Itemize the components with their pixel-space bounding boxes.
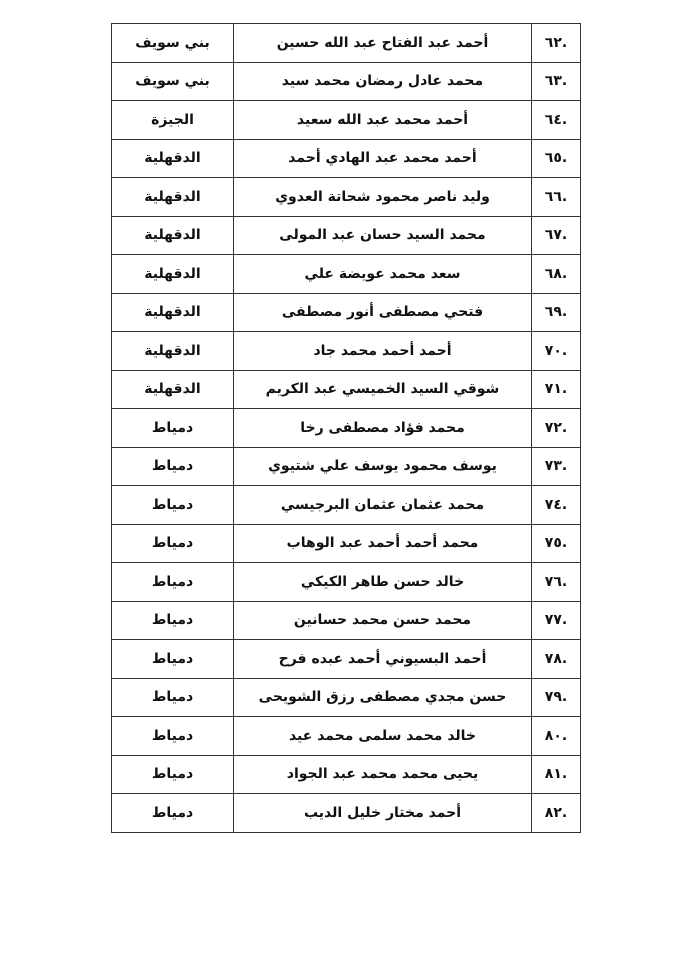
row-number-cell: .٧٨ xyxy=(532,640,581,679)
person-name-cell: أحمد محمد عبد الله سعيد xyxy=(234,101,532,140)
person-name-cell: فتحي مصطفى أنور مصطفى xyxy=(234,293,532,332)
governorate-cell: الدقهلية xyxy=(112,293,234,332)
table-row xyxy=(112,62,581,101)
table-row xyxy=(112,486,581,525)
row-number-cell: .٦٣ xyxy=(532,62,581,101)
governorate-cell: دمياط xyxy=(112,717,234,756)
table-row xyxy=(112,370,581,409)
governorate-cell: دمياط xyxy=(112,601,234,640)
governorate-cell: الدقهلية xyxy=(112,139,234,178)
person-name-cell: وليد ناصر محمود شحاتة العدوي xyxy=(234,178,532,217)
document-page xyxy=(111,23,577,833)
person-name-cell: محمد السيد حسان عبد المولى xyxy=(234,216,532,255)
table-row xyxy=(112,24,581,63)
table-row xyxy=(112,563,581,602)
row-number-cell: .٧٩ xyxy=(532,678,581,717)
governorate-cell: دمياط xyxy=(112,678,234,717)
table-row xyxy=(112,139,581,178)
row-number-cell: .٧٤ xyxy=(532,486,581,525)
person-name-cell: أحمد محمد عبد الهادي أحمد xyxy=(234,139,532,178)
row-number-cell: .٨١ xyxy=(532,755,581,794)
table-row xyxy=(112,794,581,833)
governorate-cell: دمياط xyxy=(112,486,234,525)
row-number-cell: .٧٢ xyxy=(532,409,581,448)
governorate-cell: الدقهلية xyxy=(112,216,234,255)
table-row xyxy=(112,255,581,294)
row-number-cell: .٦٦ xyxy=(532,178,581,217)
table-row xyxy=(112,755,581,794)
row-number-cell: .٦٨ xyxy=(532,255,581,294)
governorate-cell: بني سويف xyxy=(112,24,234,63)
person-name-cell: سعد محمد عويضة علي xyxy=(234,255,532,294)
governorate-cell: الدقهلية xyxy=(112,255,234,294)
row-number-cell: .٧٦ xyxy=(532,563,581,602)
governorate-cell: بني سويف xyxy=(112,62,234,101)
row-number-cell: .٦٥ xyxy=(532,139,581,178)
governorate-cell: الدقهلية xyxy=(112,178,234,217)
person-name-cell: يحيى محمد محمد عبد الجواد xyxy=(234,755,532,794)
governorate-cell: دمياط xyxy=(112,524,234,563)
person-name-cell: أحمد مختار خليل الديب xyxy=(234,794,532,833)
person-name-cell: محمد عادل رمضان محمد سيد xyxy=(234,62,532,101)
table-row xyxy=(112,447,581,486)
person-name-cell: أحمد عبد الفتاح عبد الله حسين xyxy=(234,24,532,63)
person-name-cell: أحمد أحمد محمد جاد xyxy=(234,332,532,371)
governorate-cell: الدقهلية xyxy=(112,332,234,371)
names-table-body xyxy=(112,24,581,833)
row-number-cell: .٧٠ xyxy=(532,332,581,371)
table-row xyxy=(112,409,581,448)
table-row xyxy=(112,178,581,217)
row-number-cell: .٦٧ xyxy=(532,216,581,255)
row-number-cell: .٦٩ xyxy=(532,293,581,332)
governorate-cell: دمياط xyxy=(112,563,234,602)
table-row xyxy=(112,216,581,255)
table-row xyxy=(112,678,581,717)
person-name-cell: محمد أحمد أحمد عبد الوهاب xyxy=(234,524,532,563)
row-number-cell: .٧٣ xyxy=(532,447,581,486)
person-name-cell: محمد حسن محمد حسانين xyxy=(234,601,532,640)
governorate-cell: دمياط xyxy=(112,755,234,794)
table-row xyxy=(112,332,581,371)
row-number-cell: .٧١ xyxy=(532,370,581,409)
person-name-cell: محمد فؤاد مصطفى رخا xyxy=(234,409,532,448)
person-name-cell: يوسف محمود يوسف علي شتيوي xyxy=(234,447,532,486)
governorate-cell: دمياط xyxy=(112,409,234,448)
table-row xyxy=(112,524,581,563)
person-name-cell: حسن مجدي مصطفى رزق الشويحى xyxy=(234,678,532,717)
row-number-cell: .٧٧ xyxy=(532,601,581,640)
person-name-cell: خالد حسن طاهر الكيكي xyxy=(234,563,532,602)
governorate-cell: دمياط xyxy=(112,794,234,833)
person-name-cell: محمد عثمان عثمان البرجيسي xyxy=(234,486,532,525)
names-table xyxy=(111,23,581,833)
person-name-cell: أحمد البسيوني أحمد عبده فرح xyxy=(234,640,532,679)
row-number-cell: .٦٢ xyxy=(532,24,581,63)
table-row xyxy=(112,717,581,756)
row-number-cell: .٨٠ xyxy=(532,717,581,756)
row-number-cell: .٦٤ xyxy=(532,101,581,140)
governorate-cell: دمياط xyxy=(112,640,234,679)
table-row xyxy=(112,293,581,332)
person-name-cell: خالد محمد سلمى محمد عيد xyxy=(234,717,532,756)
row-number-cell: .٨٢ xyxy=(532,794,581,833)
row-number-cell: .٧٥ xyxy=(532,524,581,563)
governorate-cell: الجيزة xyxy=(112,101,234,140)
person-name-cell: شوقي السيد الخميسي عبد الكريم xyxy=(234,370,532,409)
governorate-cell: الدقهلية xyxy=(112,370,234,409)
table-row xyxy=(112,101,581,140)
table-row xyxy=(112,601,581,640)
governorate-cell: دمياط xyxy=(112,447,234,486)
table-row xyxy=(112,640,581,679)
